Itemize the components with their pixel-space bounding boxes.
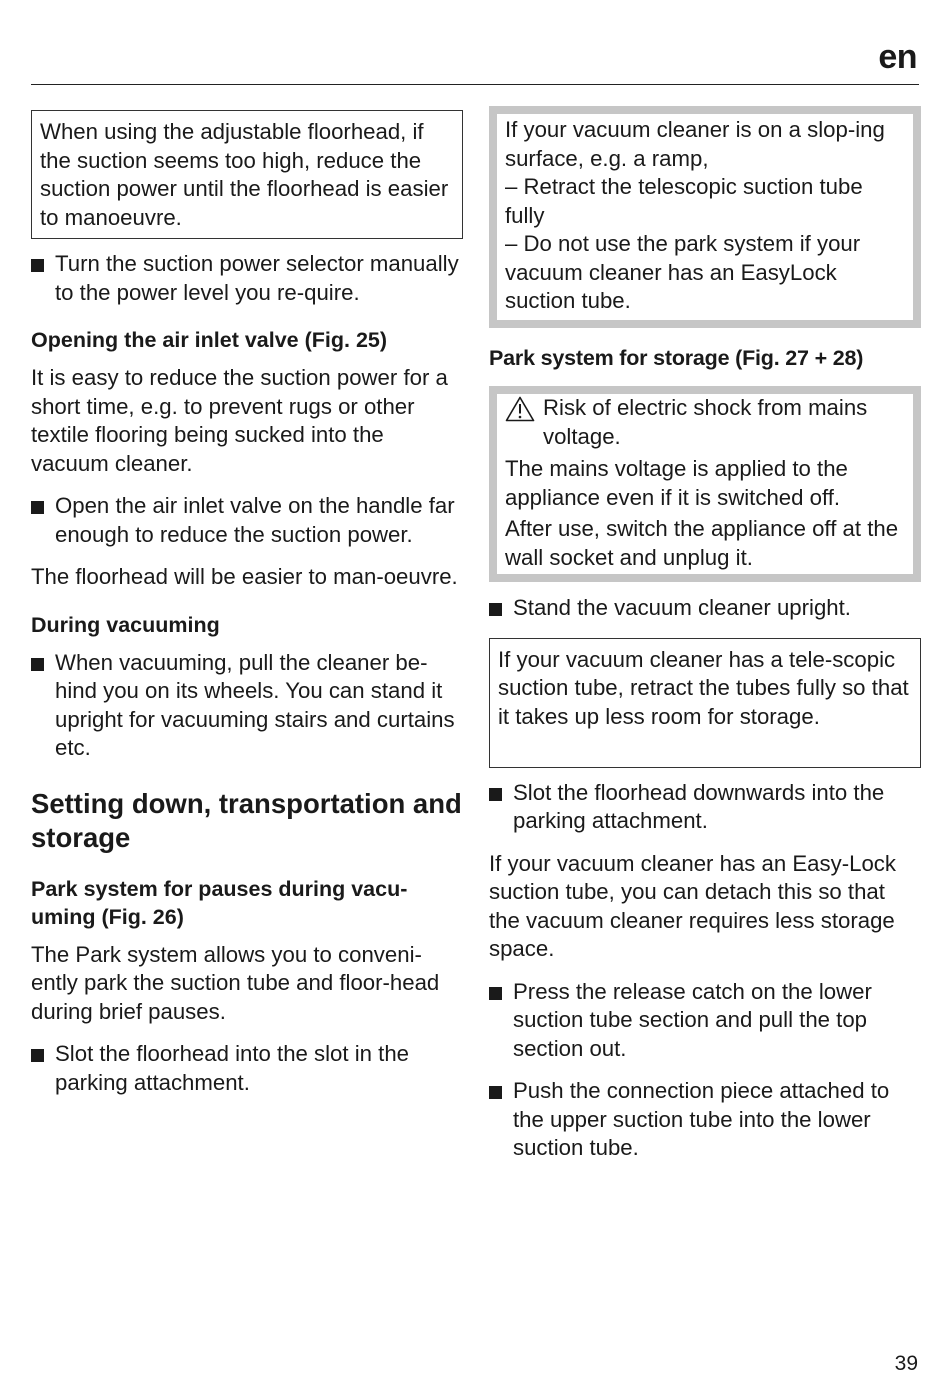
bullet-icon [31,501,44,514]
language-code: en [878,38,917,76]
header-rule [31,84,919,85]
paragraph-park-system: The Park system allows you to conveni-ently park the suction tube and floor-head during brief pauses. [31,941,440,1024]
section-title: Setting down, transportation and storage [31,787,462,853]
list-item-text: Push the connection piece attached to the upper suction tube into the lower suction tube. [513,1078,890,1160]
paragraph-easylock: If your vacuum cleaner has an Easy-Lock suction tube, you can detach this so that the vacuum cleaner requires less storage space. [489,850,896,961]
note-box-sloping [489,106,921,328]
heading-park-pauses: Park system for pauses during vacu-uming (Fig. 26) [31,876,408,929]
list-item [489,978,921,1064]
list-item-text: Slot the floorhead downwards into the parking attachment. [513,779,885,833]
note-box-suction: When using the adjustable floorhead, if the suction seems too high, reduce the suction power until the floorhead is easier to manoeuvre. [31,110,463,239]
right-column [489,110,921,1163]
bullet-icon [489,603,502,616]
list-item [31,649,463,763]
list-item [489,1077,921,1163]
paragraph-floorhead-easier: The floorhead will be easier to man-oeuvre. [31,564,458,589]
list-item [31,1040,463,1097]
bullet-icon [31,259,44,272]
note-line: – Do not use the park system if your vacuum cleaner has an EasyLock suction tube. [505,231,861,313]
list-item [489,594,921,623]
warning-title: Risk of electric shock from mains voltage. [543,395,868,449]
list-item-text: When vacuuming, pull the cleaner be-hind you on its wheels. You can stand it upright for vacuuming stairs and curtains etc. [55,649,455,760]
list-item-text: Open the air inlet valve on the handle far enough to reduce the suction power. [55,493,455,547]
bullet-icon [31,658,44,671]
list-item-text: Slot the floorhead into the slot in the parking attachment. [55,1041,410,1095]
list-item [31,492,463,549]
paragraph-air-inlet: It is easy to reduce the suction power for a short time, e.g. to prevent rugs or other textile flooring being sucked into the vacuum cleaner. [31,365,448,476]
heading-air-inlet: Opening the air inlet valve (Fig. 25) [31,328,388,352]
bullet-icon [489,788,502,801]
bullet-icon [489,1086,502,1099]
warning-triangle-icon [505,396,535,422]
note-line: – Retract the telescopic suction tube fully [505,174,863,228]
warning-paragraph: The mains voltage is applied to the appliance even if it is switched off. [505,456,848,510]
page-number: 39 [894,1352,918,1375]
note-box-telescopic: If your vacuum cleaner has a tele-scopic suction tube, retract the tubes fully so that it takes up less room for storage. [489,638,921,768]
heading-during-vacuuming: During vacuuming [31,612,220,637]
note-line: If your vacuum cleaner is on a slop-ing surface, e.g. a ramp, [505,117,885,171]
list-item [489,779,921,836]
list-item-text: Stand the vacuum cleaner upright. [513,595,851,620]
list-item [31,250,463,307]
bullet-icon [31,1049,44,1062]
bullet-icon [489,987,502,1000]
list-item-text: Press the release catch on the lower suction tube section and pull the top section out. [513,978,872,1061]
left-column [31,110,463,1097]
warning-box [489,386,921,582]
warning-header [505,394,905,451]
warning-paragraph: After use, switch the appliance off at the wall socket and unplug it. [505,516,899,570]
list-item-text: Turn the suction power selector manually to the power level you re-quire. [55,251,459,305]
heading-park-storage: Park system for storage (Fig. 27 + 28) [489,346,864,370]
